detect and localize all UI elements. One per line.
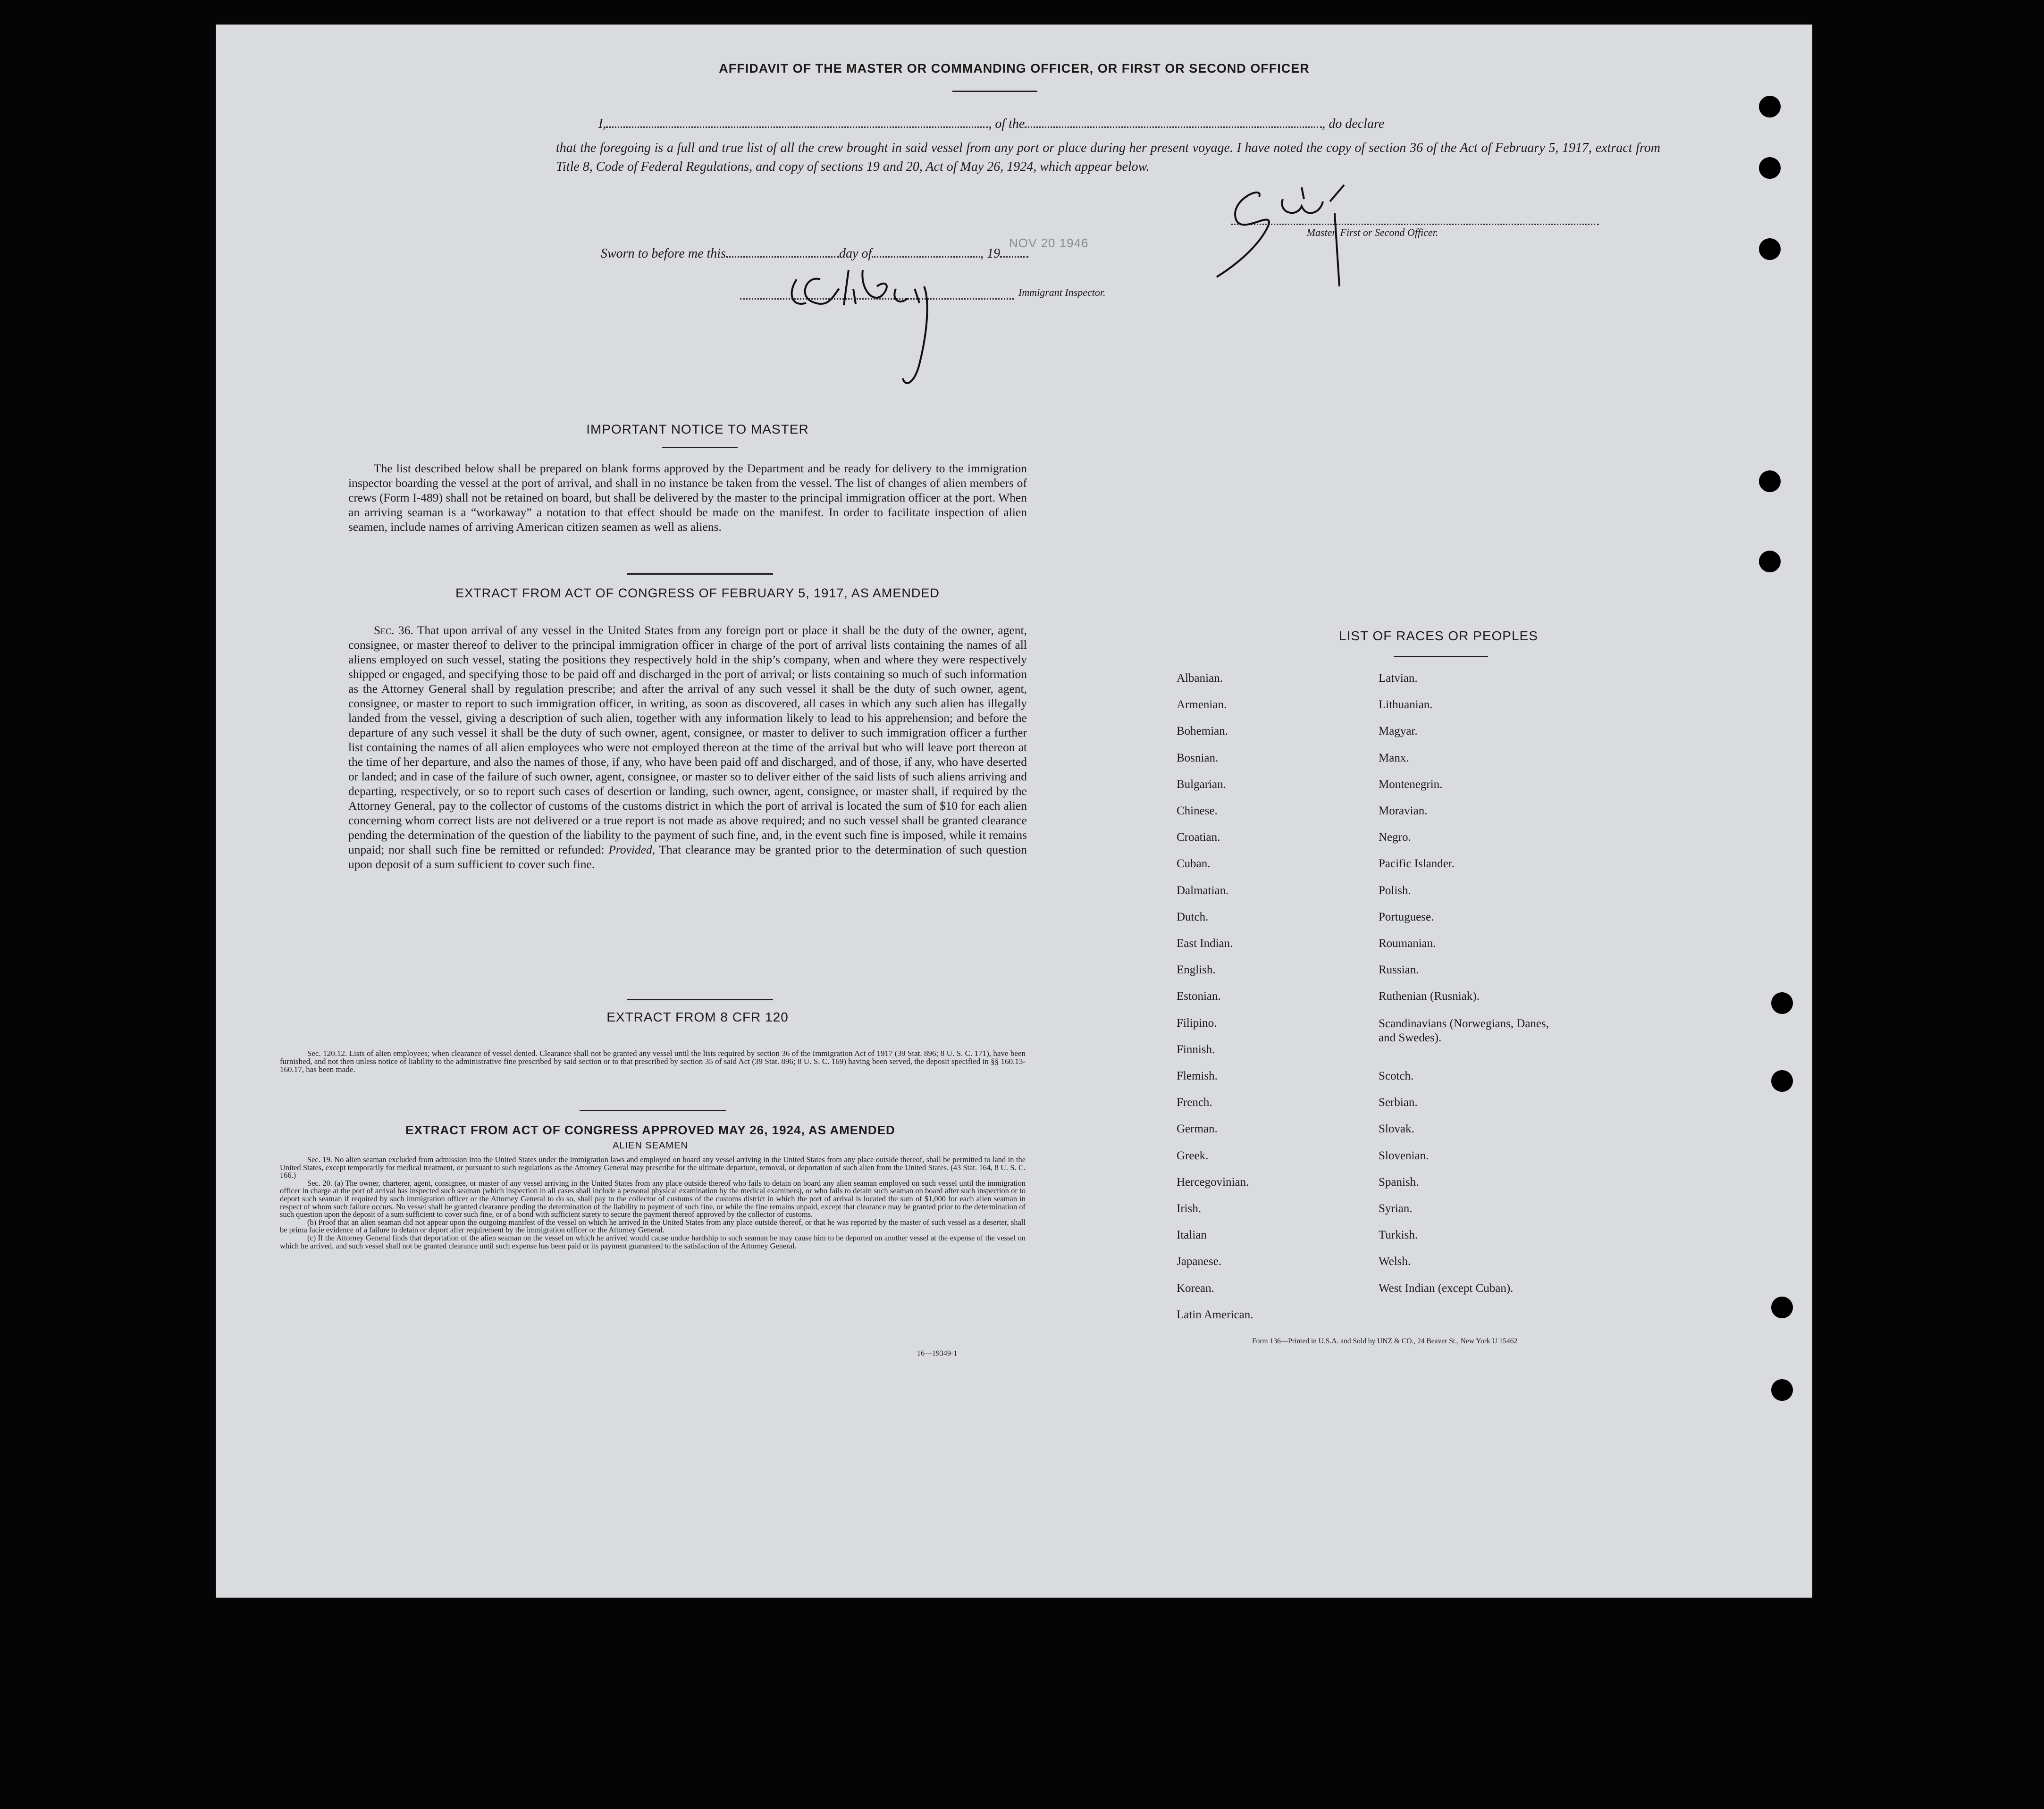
affidavit-declaration-line (598, 117, 1670, 132)
race-item: Spanish. (1379, 1175, 1419, 1189)
races-title-rule (1394, 656, 1488, 657)
vessel-name-field (1025, 126, 1322, 128)
race-item: Latvian. (1379, 672, 1418, 685)
race-item: Turkish. (1379, 1229, 1418, 1242)
race-item: Albanian. (1177, 672, 1223, 685)
sec-36-label: Sec. 36. (374, 623, 413, 637)
race-item: Korean. (1177, 1281, 1214, 1295)
sec-20c-text: (c) If the Attorney General finds that deportation of the alien seaman on the vessel on which he arrived would cause undue hardship to such seaman he may cause him to be deported on another vessel at the expense of the vessel on which he arrived, and such vessel shall not be granted clearance until such expense has been paid or its payment guaranteed to the satisfaction of the Attorney General. (280, 1233, 1026, 1250)
sec-20b-text: (b) Proof that an alien seaman did not appear upon the outgoing manifest of the vessel on which he arrived in the United States from any place outside thereof, or that he was reported by the master of such vessel as a deserter, shall be prima facie evidence of a failure to detain or deport after requirement by the immigration officer or the Attorney General. (280, 1217, 1026, 1235)
race-item: Greek. (1177, 1149, 1209, 1162)
race-item: Serbian. (1379, 1096, 1418, 1109)
race-item: Russian. (1379, 963, 1419, 977)
race-item: Slovenian. (1379, 1149, 1429, 1162)
race-item: Filipino. (1177, 1016, 1217, 1030)
sec-36-text-end: That clearance may be granted prior to the determination of such question upon deposit of a sum sufficient to cover such fine. (348, 843, 1027, 871)
race-item: Negro. (1379, 831, 1411, 844)
notice-body: The list described below shall be prepared on blank forms approved by the Department and be ready for delivery to the immigration inspector boarding the vessel at the port of arrival, and shall in no instance be taken from the vessel. The list of changes of alien members of crews (Form I-489) shall not be retained on board, but shall be delivered by the master to the principal immigration officer at the port. When an arriving seaman is a “workaway” a notation to that effect should be made on the manifest. In order to facilitate inspection of alien seamen, include names of arriving American citizen seamen as well as aliens. (348, 461, 1027, 534)
race-item: French. (1177, 1096, 1212, 1109)
race-item: Welsh. (1379, 1255, 1411, 1268)
race-item: Bosnian. (1177, 751, 1219, 764)
binder-hole (1759, 470, 1781, 492)
races-footer: Form 136—Printed in U.S.A. and Sold by UNZ & CO., 24 Beaver St., New York U 15462 (1252, 1337, 1518, 1345)
affidavit-of-the-label: , of the (988, 117, 1025, 131)
race-item: English. (1177, 963, 1216, 977)
binder-hole (1771, 1070, 1793, 1092)
race-item: Slovak. (1379, 1122, 1414, 1136)
race-item: German. (1177, 1122, 1218, 1136)
extract-cfr-end-rule (580, 1110, 726, 1111)
notice-title-rule (662, 447, 738, 448)
affidavit-declare-label: , do declare (1322, 117, 1385, 131)
master-label: Master, First or Second Officer. (1306, 226, 1438, 238)
binder-hole (1759, 551, 1781, 572)
binder-hole (1759, 96, 1781, 117)
master-name-field (606, 126, 988, 128)
race-item: East Indian. (1177, 937, 1233, 950)
race-item: West Indian (except Cuban). (1379, 1281, 1514, 1295)
race-item: Polish. (1379, 884, 1411, 897)
binder-hole (1771, 992, 1793, 1014)
form-number: 16—19349-1 (917, 1349, 958, 1357)
race-item: Scandinavians (Norwegians, Danes, and Swedes). (1379, 1017, 1549, 1044)
binder-hole (1771, 1379, 1793, 1401)
extract-1924-body (280, 1156, 1026, 1250)
race-item: Manx. (1379, 751, 1409, 764)
race-item: Dalmatian. (1177, 884, 1229, 897)
binder-hole (1759, 157, 1781, 179)
master-signature (1203, 180, 1382, 317)
race-item: Croatian. (1177, 831, 1220, 844)
race-item: Ruthenian (Rusniak). (1379, 990, 1480, 1003)
sec-36-text: That upon arrival of any vessel in the United States from any foreign port or place it shall be the duty of the owner, agent, consignee, or master thereof to deliver to the principal immigration officer in charge of the port of arrival lists containing the names of all aliens employed on such vessel, stating the positions they respectively hold in the ship’s company, when and where they were respectively shipped or engaged, and specifying those to be paid off and discharged in the port of arrival; or lists containing so much of such information as the Attorney General shall by regulation prescribe; and after the arrival of any such vessel it shall be the duty of such owner, agent, consignee, or master to report to such immigration officer, in writing, as soon as discovered, all cases in which any such alien has illegally landed from the vessel, giving a description of such alien, together with any information likely to lead to his apprehension; and before the departure of any such vessel it shall be the duty of such owner, agent, consignee, or master to deliver to such immigration officer a further list containing the names of all alien employees who were not employed thereon at the time of the arrival but who will leave port thereon at the time of her departure, and also the names of those, if any, who have been paid off and discharged, and of those, if any, who have deserted or landed; and in case of the failure of such owner, agent, consignee, or master so to deliver either of the said lists of such aliens arriving and departing, respectively, or so to report such cases of desertion or landing, such owner, agent, consignee, or master shall, if required by the Attorney General, pay to the collector of customs of the customs district in which the port of arrival is located the sum of $10 for each alien concerning whom correct lists are not delivered or a true report is not made as above required; and no such vessel shall be granted clearance pending the determination of the question of the liability to the payment of such fine, and, in the event such fine is imposed, while it remains unpaid; nor shall such fine be remitted or refunded: (348, 623, 1027, 856)
race-item: Armenian. (1177, 698, 1227, 712)
provided-label: Provided, (608, 843, 656, 856)
sec-19-text: Sec. 19. No alien seaman excluded from admission into the United States under the immigration laws and employed on board any vessel arriving in the United States from any place outside thereof, shall be permitted to land in the United States, except temporarily for medical treatment, or pursuant to such regulations as the Attorney General may prescribe for the ultimate departure, removal, or deportation of such alien from the United States. (43 Stat. 164, 8 U. S. C. 166.) (280, 1155, 1026, 1180)
inspector-label: Immigrant Inspector. (1018, 286, 1106, 298)
sworn-year-field (1000, 256, 1028, 258)
race-item: Magyar. (1379, 725, 1418, 738)
year-label: , 19 (980, 246, 1001, 261)
binder-hole (1771, 1297, 1793, 1318)
document-page (216, 25, 1812, 1598)
race-item: Pacific Islander. (1379, 857, 1455, 871)
day-of-label: day of (839, 246, 872, 261)
extract-1917-body (348, 623, 1027, 871)
sworn-label: Sworn to before me this (601, 246, 726, 261)
extract-1924-subtitle: ALIEN SEAMEN (613, 1140, 688, 1151)
affidavit-title: AFFIDAVIT OF THE MASTER OR COMMANDING OFFICER, OR FIRST OR SECOND OFFICER (719, 61, 1310, 75)
extract-1924-title: EXTRACT FROM ACT OF CONGRESS APPROVED MAY 26, 1924, AS AMENDED (405, 1123, 895, 1137)
race-item: Bohemian. (1177, 725, 1228, 738)
race-item: Flemish. (1177, 1070, 1218, 1082)
race-item: Scotch. (1379, 1070, 1414, 1082)
race-item: Roumanian. (1379, 937, 1436, 950)
affidavit-i-label: I, (598, 117, 606, 131)
date-stamp: NOV 20 1946 (1009, 236, 1089, 250)
race-item: Portuguese. (1379, 910, 1434, 923)
binder-hole (1759, 238, 1781, 260)
race-item: Chinese. (1177, 804, 1218, 817)
sec-20a-text: Sec. 20. (a) The owner, charterer, agent, consignee, or master of any vessel arriving in the United States from any place outside thereof who fails to detain on board any alien seaman employed on such vessel until the immigration officer in charge at the port of arrival has inspected such seaman (which inspection in all cases shall include a personal physical examination by the medical examiners), or who fails to detain such seaman on board after such inspection or to deport such seaman if required by such immigration officer or the Attorney General to do so, shall pay to the collector of customs of the customs district in which the port of arrival is located the sum of $1,000 for each alien seaman in respect of whom such failure occurs. No vessel shall be granted clearance pending the determination of the liability to payment of such fine, or while the fine remains unpaid, except that clearance may be granted prior to the determination of such question upon the deposit of a sum sufficient to cover such fine, or of a bond with sufficient surety to secure the payment thereof approved by the collector of customs. (280, 1178, 1026, 1219)
race-item: Moravian. (1379, 804, 1428, 817)
inspector-signature (778, 251, 976, 393)
notice-title: IMPORTANT NOTICE TO MASTER (586, 422, 809, 436)
race-item: Montenegrin. (1379, 778, 1443, 791)
race-item: Irish. (1177, 1202, 1202, 1215)
extract-cfr-body: Sec. 120.12. Lists of alien employees; when clearance of vessel denied. Clearance shall not be granted any vessel until the lists required by section 36 of the Immigration Act of 1917 (39 Stat. 896; 8 U. S. C. 171), have been furnished, and not then unless notice of liability to the administrative fine prescribed by said section or to that prescribed by section 35 of said Act (39 Stat. 896; 8 U. S. C. 169) having been served, the deposit specified in §§ 160.13-160.17, has been made. (280, 1049, 1026, 1074)
race-item: Dutch. (1177, 910, 1209, 923)
notice-end-rule (627, 573, 773, 575)
affidavit-title-rule (952, 91, 1037, 92)
race-item: Italian (1177, 1229, 1207, 1242)
race-item: Lithuanian. (1379, 698, 1433, 712)
extract-1917-end-rule (627, 999, 773, 1000)
extract-1917-title: EXTRACT FROM ACT OF CONGRESS OF FEBRUARY 5, 1917, AS AMENDED (455, 586, 940, 600)
race-item: Bulgarian. (1177, 778, 1226, 791)
race-item: Japanese. (1177, 1255, 1222, 1268)
race-item: Syrian. (1379, 1202, 1413, 1215)
affidavit-body: that the foregoing is a full and true list of all the crew brought in said vessel from any port or place during her present voyage. I have noted the copy of section 36 of the Act of February 5, 1917, extract from Title 8, Code of Federal Regulations, and copy of sections 19 and 20, Act of May 26, 1924, which appear below. (556, 141, 1660, 174)
race-item: Estonian. (1177, 990, 1221, 1003)
race-item: Finnish. (1177, 1043, 1215, 1056)
races-title: LIST OF RACES OR PEOPLES (1339, 628, 1538, 643)
race-item: Cuban. (1177, 857, 1211, 871)
race-item: Latin American. (1177, 1308, 1253, 1321)
race-item: Hercegovinian. (1177, 1175, 1249, 1189)
extract-cfr-title: EXTRACT FROM 8 CFR 120 (606, 1010, 789, 1024)
